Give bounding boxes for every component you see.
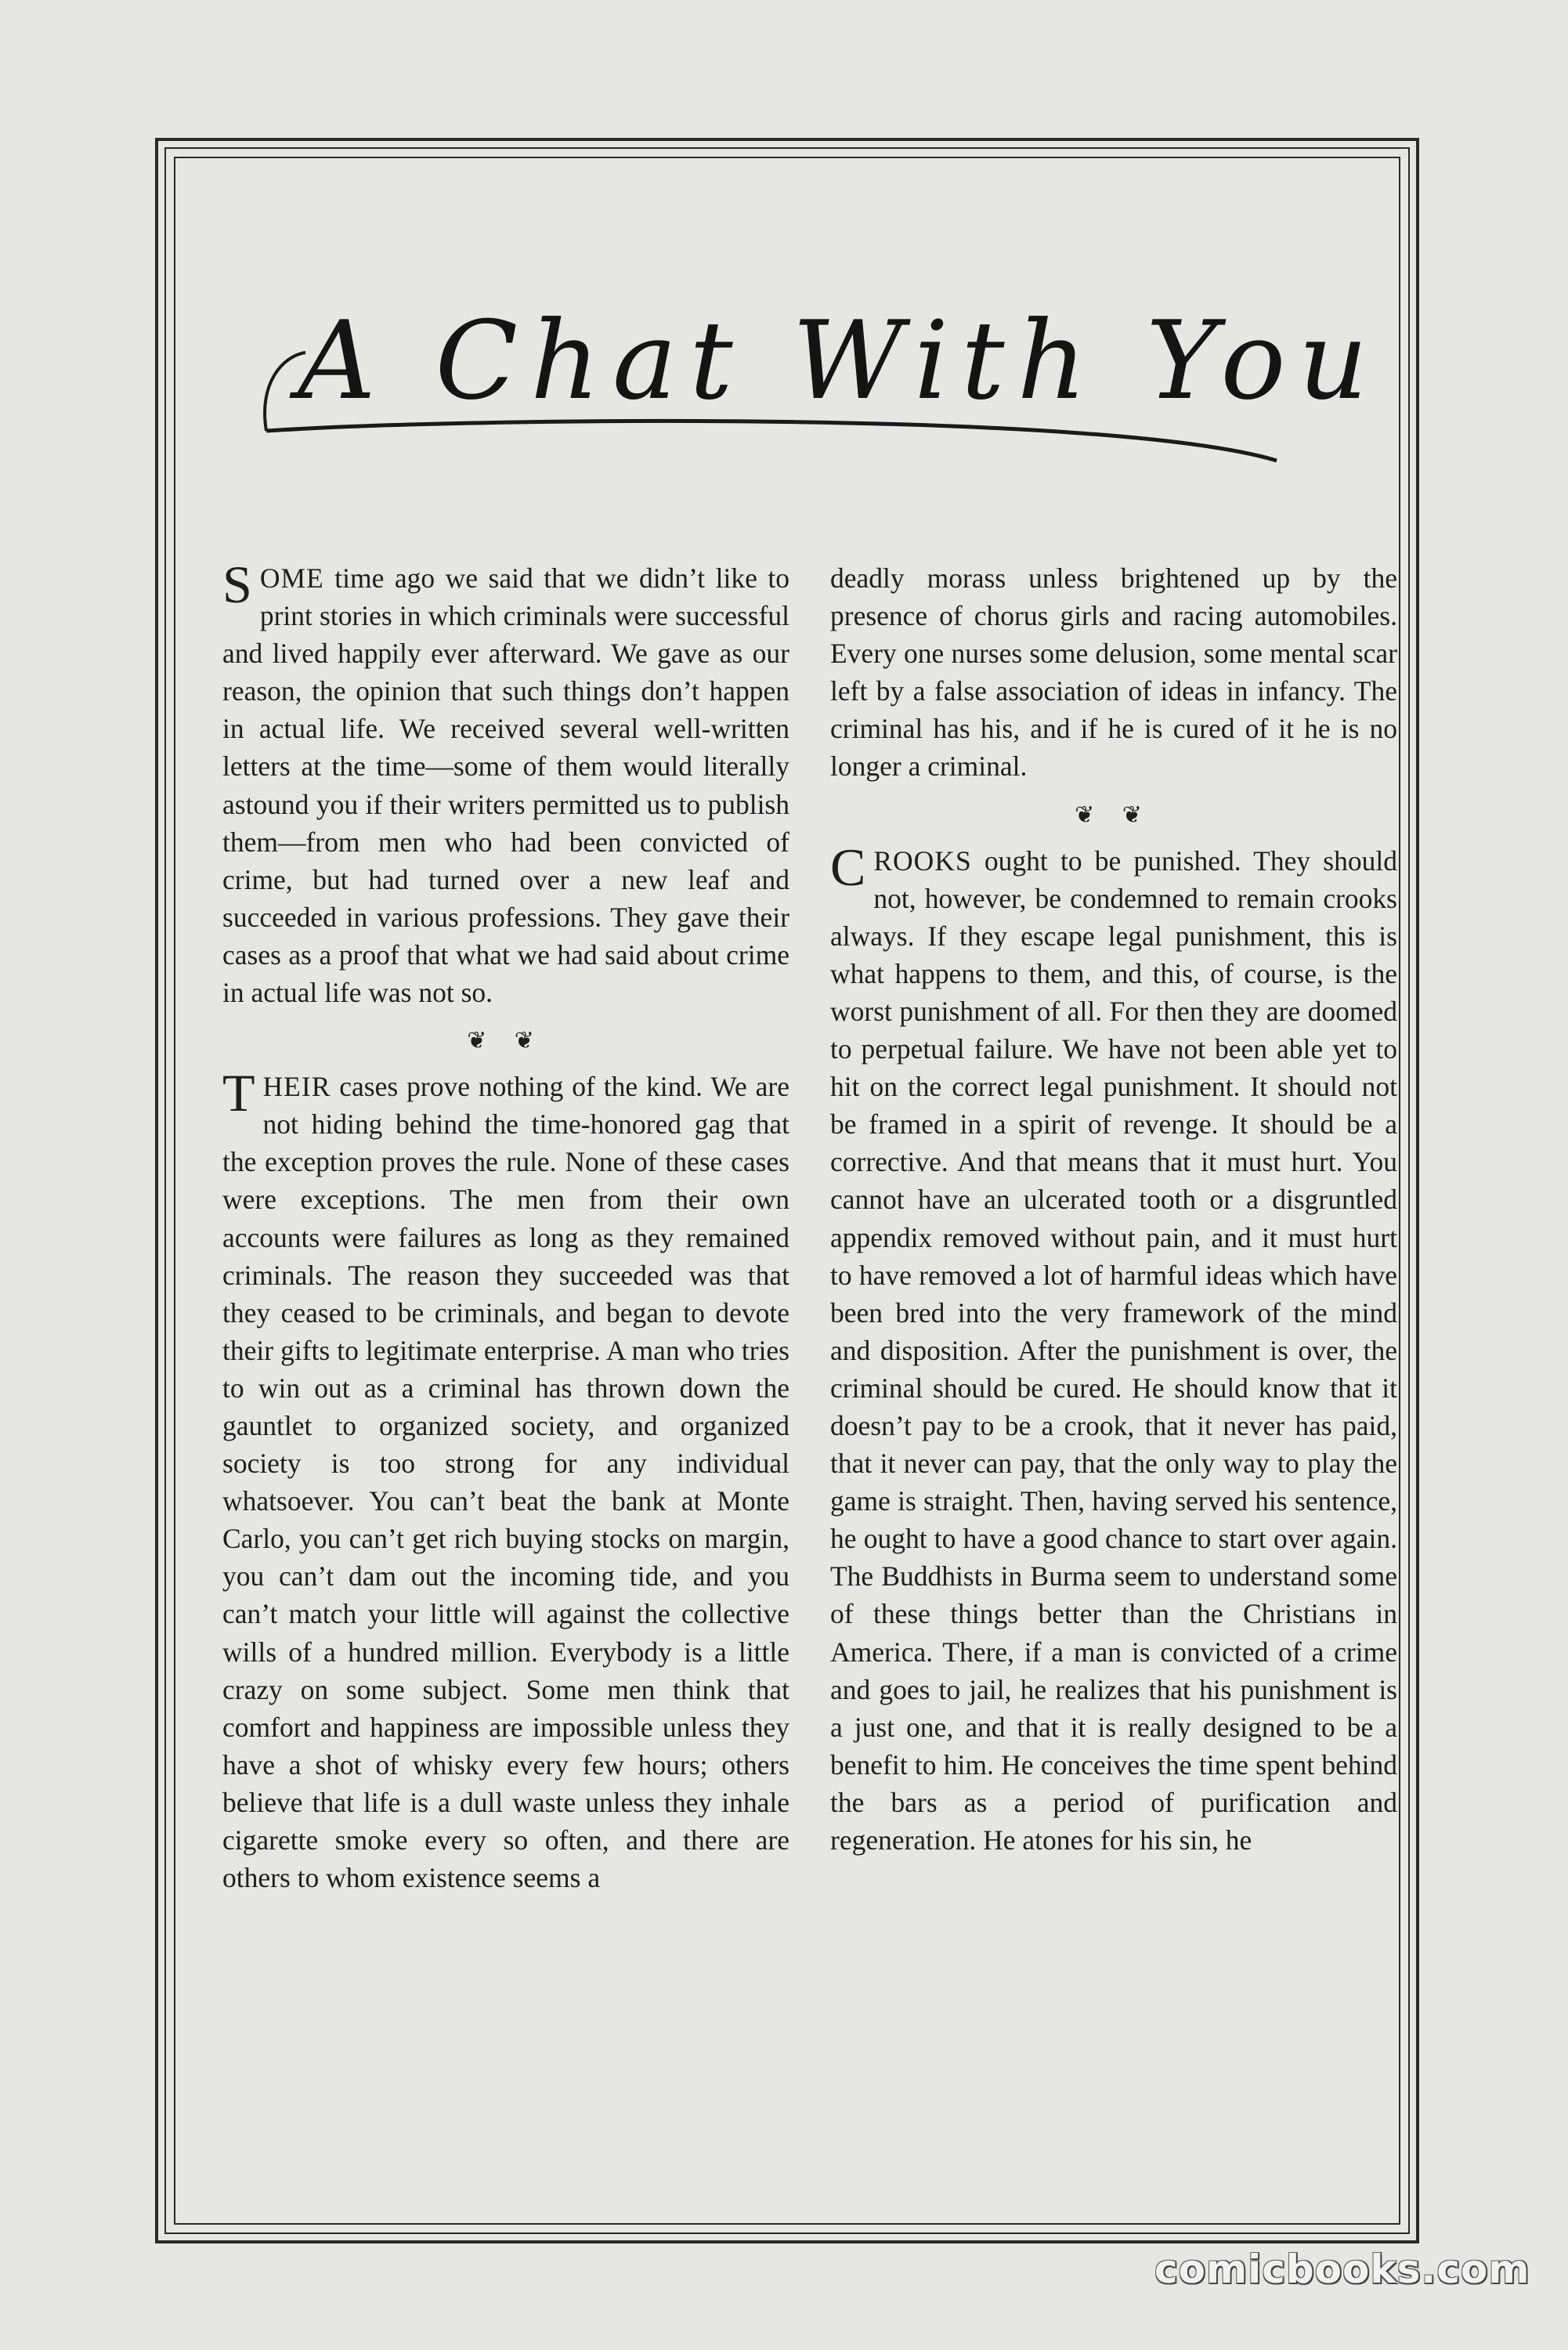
- paragraph-2: [222, 1063, 789, 1896]
- lead-word: ROOKS: [873, 844, 972, 877]
- drop-cap: C: [830, 837, 866, 897]
- paragraph-4: [830, 837, 1397, 1860]
- paragraph-text: time ago we said that we didn’t like to print stories in which criminals were successful and lived happily ever afterward. We gave as our reason, the opinion that such things don’t happen in actual life. We received several well-written letters at the time—some of them would literally astound you if their writers permitted us to publish them—from men who had been convicted of crime, but had turned over a new leaf and succeeded in various professions. They gave their cases as a proof that what we had said about crime in actual life was not so.: [222, 562, 789, 1009]
- section-ornament: ❦ ❦: [467, 1028, 545, 1054]
- section-ornament: ❦ ❦: [1075, 801, 1153, 828]
- lead-word: OME: [259, 562, 324, 594]
- drop-cap: T: [222, 1063, 255, 1123]
- paragraph-3: [830, 559, 1397, 786]
- drop-cap: S: [222, 555, 252, 614]
- paragraph-text: deadly morass unless brightened up by the presence of chorus girls and racing automobiles. Every one nurses some delusion, some mental scar left by a false association of ideas in infancy. The criminal has his, and if he is cured of it he is no longer a criminal.: [830, 562, 1397, 783]
- right-column: [830, 559, 1397, 1859]
- paragraph-text: cases prove nothing of the kind. We are not hiding behind the time-honored gag that the exception proves the rule. None of these cases were exceptions. The men from their own accounts were failures as long as they remained criminals. The reason they succeeded was that they ceased to be criminals, and began to devote their gifts to legitimate enterprise. A man who tries to win out as a criminal has thrown down the gauntlet to organized society, and organized society is too strong for any individual whatsoever. You can’t beat the bank at Monte Carlo, you can’t get rich buying stocks on margin, you can’t dam out the incoming tide, and you can’t match your little will against the collective wills of a hundred million. Everybody is a little crazy on some subject. Some men think that comfort and happiness are impossible unless they have a shot of whisky every few hours; others believe that life is a dull waste unless they inhale cigarette smoke every so often, and there are others to whom existence seems a: [222, 1071, 789, 1894]
- page-title: A Chat With You: [298, 298, 1381, 424]
- watermark-logo: comicbooks.com: [1154, 2247, 1530, 2292]
- left-column: [222, 555, 789, 1896]
- title-block: [251, 282, 1381, 486]
- lead-word: HEIR: [262, 1071, 331, 1103]
- paragraph-text: ought to be punished. They should not, however, be condemned to remain crooks always. If they escape legal punishment, this is what happens to them, and this, of course, is the worst punishment of all. For then they are doomed to perpetual failure. We have not been able yet to hit on the correct legal punishment. It should not be framed in a spirit of revenge. It should be a corrective. And that means that it must hurt. You cannot have an ulcerated tooth or a disgruntled appendix removed without pain, and it must hurt to have removed a lot of harmful ideas which have been bred into the very framework of the mind and disposition. After the punishment is over, the criminal should be cured. He should know that it doesn’t pay to be a crook, that it never has paid, that it never can pay, that the only way to play the game is straight. Then, having served his sentence, he ought to have a good chance to start over again. The Buddhists in Burma seem to understand some of these things better than the Christians in America. There, if a man is convicted of a crime and goes to jail, he realizes that his punishment is a just one, and that it is really designed to be a benefit to him. He conceives the time spent behind the bars as a period of purification and regeneration. He atones for his sin, he: [830, 844, 1397, 1856]
- paragraph-1: [222, 555, 789, 1011]
